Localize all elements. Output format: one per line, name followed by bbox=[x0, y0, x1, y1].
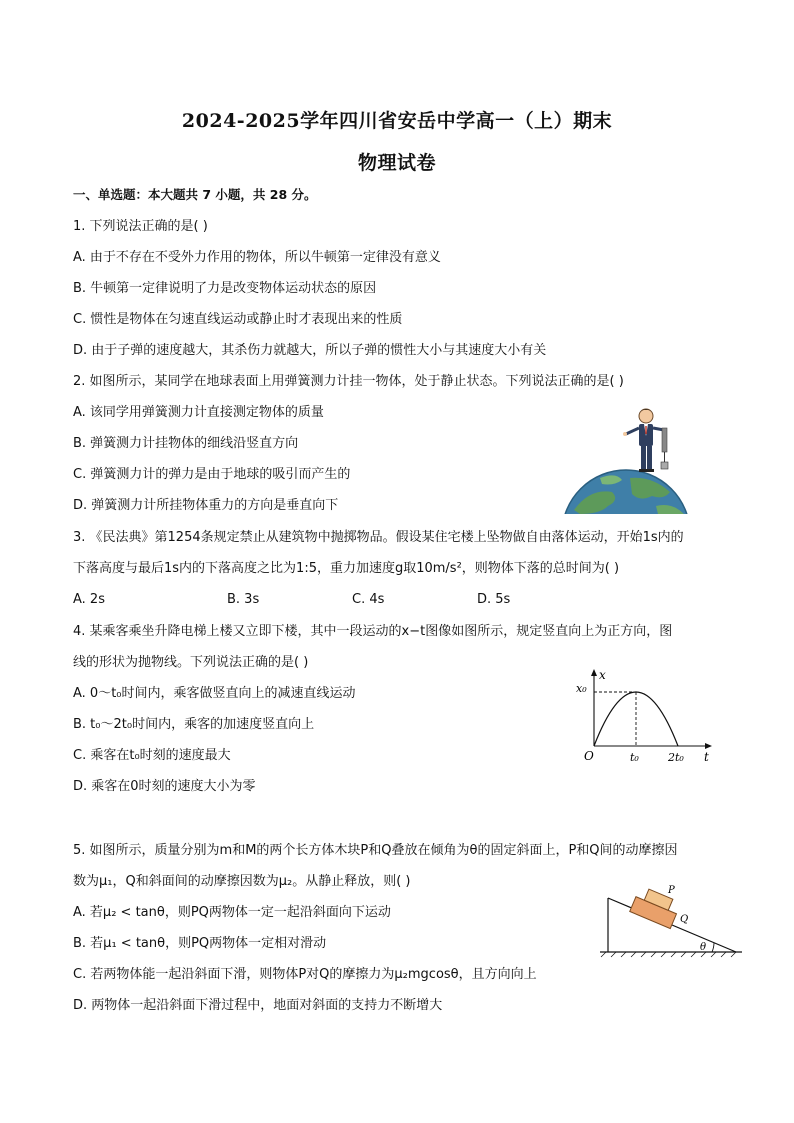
graph-origin-label: O bbox=[584, 749, 594, 763]
q2-option-a: A. 该同学用弹簧测力计直接测定物体的质量 bbox=[73, 405, 324, 420]
q3-stem-line2: 下落高度与最后1s内的下落高度之比为1:5，重力加速度g取10m/s²，则物体下落的总时间为( ) bbox=[73, 561, 620, 576]
person-on-globe-figure bbox=[560, 402, 700, 514]
section-heading: 一、单选题：本大题共 7 小题，共 28 分。 bbox=[73, 187, 317, 202]
q5-option-b: B. 若μ₁ < tanθ，则PQ两物体一定相对滑动 bbox=[73, 936, 327, 951]
q3-option-c: C. 4s bbox=[352, 592, 385, 607]
q4-option-c: C. 乘客在t₀时刻的速度最大 bbox=[73, 748, 231, 763]
graph-x-axis-label: t bbox=[704, 750, 709, 764]
q1-option-a: A. 由于不存在不受外力作用的物体，所以牛顿第一定律没有意义 bbox=[73, 250, 441, 265]
q5-option-c: C. 若两物体能一起沿斜面下滑，则物体P对Q的摩擦力为μ₂mgcosθ，且方向向上 bbox=[73, 967, 537, 982]
q4-option-a: A. 0～t₀时间内，乘客做竖直向上的减速直线运动 bbox=[73, 686, 356, 701]
q5-option-d: D. 两物体一起沿斜面下滑过程中，地面对斜面的支持力不断增大 bbox=[73, 998, 443, 1013]
q5-stem-line2: 数为μ₁，Q和斜面间的动摩擦因数为μ₂。从静止释放，则( ) bbox=[73, 874, 411, 889]
graph-y-axis-label: x bbox=[599, 668, 606, 682]
q5-option-a: A. 若μ₂ < tanθ，则PQ两物体一定一起沿斜面向下运动 bbox=[73, 905, 391, 920]
page-title: 2024-2025学年四川省安岳中学高一（上）期末 bbox=[181, 110, 613, 132]
q1-stem: 1. 下列说法正确的是( ) bbox=[73, 219, 208, 234]
q2-option-d: D. 弹簧测力计所挂物体重力的方向是垂直向下 bbox=[73, 498, 339, 513]
q3-option-b: B. 3s bbox=[227, 592, 260, 607]
block-q-label: Q bbox=[680, 914, 689, 925]
incline-blocks-figure bbox=[596, 880, 746, 960]
q1-option-c: C. 惯性是物体在匀速直线运动或静止时才表现出来的性质 bbox=[73, 312, 403, 327]
q2-option-b: B. 弹簧测力计挂物体的细线沿竖直方向 bbox=[73, 436, 299, 451]
q4-stem-line1: 4. 某乘客乘坐升降电梯上楼又立即下楼，其中一段运动的x−t图像如图所示，规定竖直向上为正方向，图 bbox=[73, 624, 673, 639]
q4-option-d: D. 乘客在0时刻的速度大小为零 bbox=[73, 779, 256, 794]
page-subtitle: 物理试卷 bbox=[357, 152, 436, 174]
graph-t0-label: t₀ bbox=[630, 751, 639, 764]
q1-option-b: B. 牛顿第一定律说明了力是改变物体运动状态的原因 bbox=[73, 281, 377, 296]
q4-stem-line2: 线的形状为抛物线。下列说法正确的是( ) bbox=[73, 655, 309, 670]
x-t-graph bbox=[570, 662, 720, 772]
angle-theta-label: θ bbox=[700, 942, 707, 953]
q3-stem-line1: 3. 《民法典》第1254条规定禁止从建筑物中抛掷物品。假设某住宅楼上坠物做自由落体运动，开始1s内的 bbox=[73, 530, 684, 545]
q4-option-b: B. t₀～2t₀时间内，乘客的加速度竖直向上 bbox=[73, 717, 315, 732]
q2-option-c: C. 弹簧测力计的弹力是由于地球的吸引而产生的 bbox=[73, 467, 351, 482]
q5-stem-line1: 5. 如图所示，质量分别为m和M的两个长方体木块P和Q叠放在倾角为θ的固定斜面上，P和Q间的动摩擦因 bbox=[73, 843, 678, 858]
block-p-label: P bbox=[668, 885, 675, 896]
q3-option-d: D. 5s bbox=[477, 592, 511, 607]
q1-option-d: D. 由于子弹的速度越大，其杀伤力就越大，所以子弹的惯性大小与其速度大小有关 bbox=[73, 343, 547, 358]
q3-option-a: A. 2s bbox=[73, 592, 105, 607]
graph-2t0-label: 2t₀ bbox=[668, 751, 684, 764]
graph-x0-label: x₀ bbox=[576, 682, 587, 695]
q2-stem: 2. 如图所示，某同学在地球表面上用弹簧测力计挂一物体，处于静止状态。下列说法正确的是( ) bbox=[73, 374, 624, 389]
